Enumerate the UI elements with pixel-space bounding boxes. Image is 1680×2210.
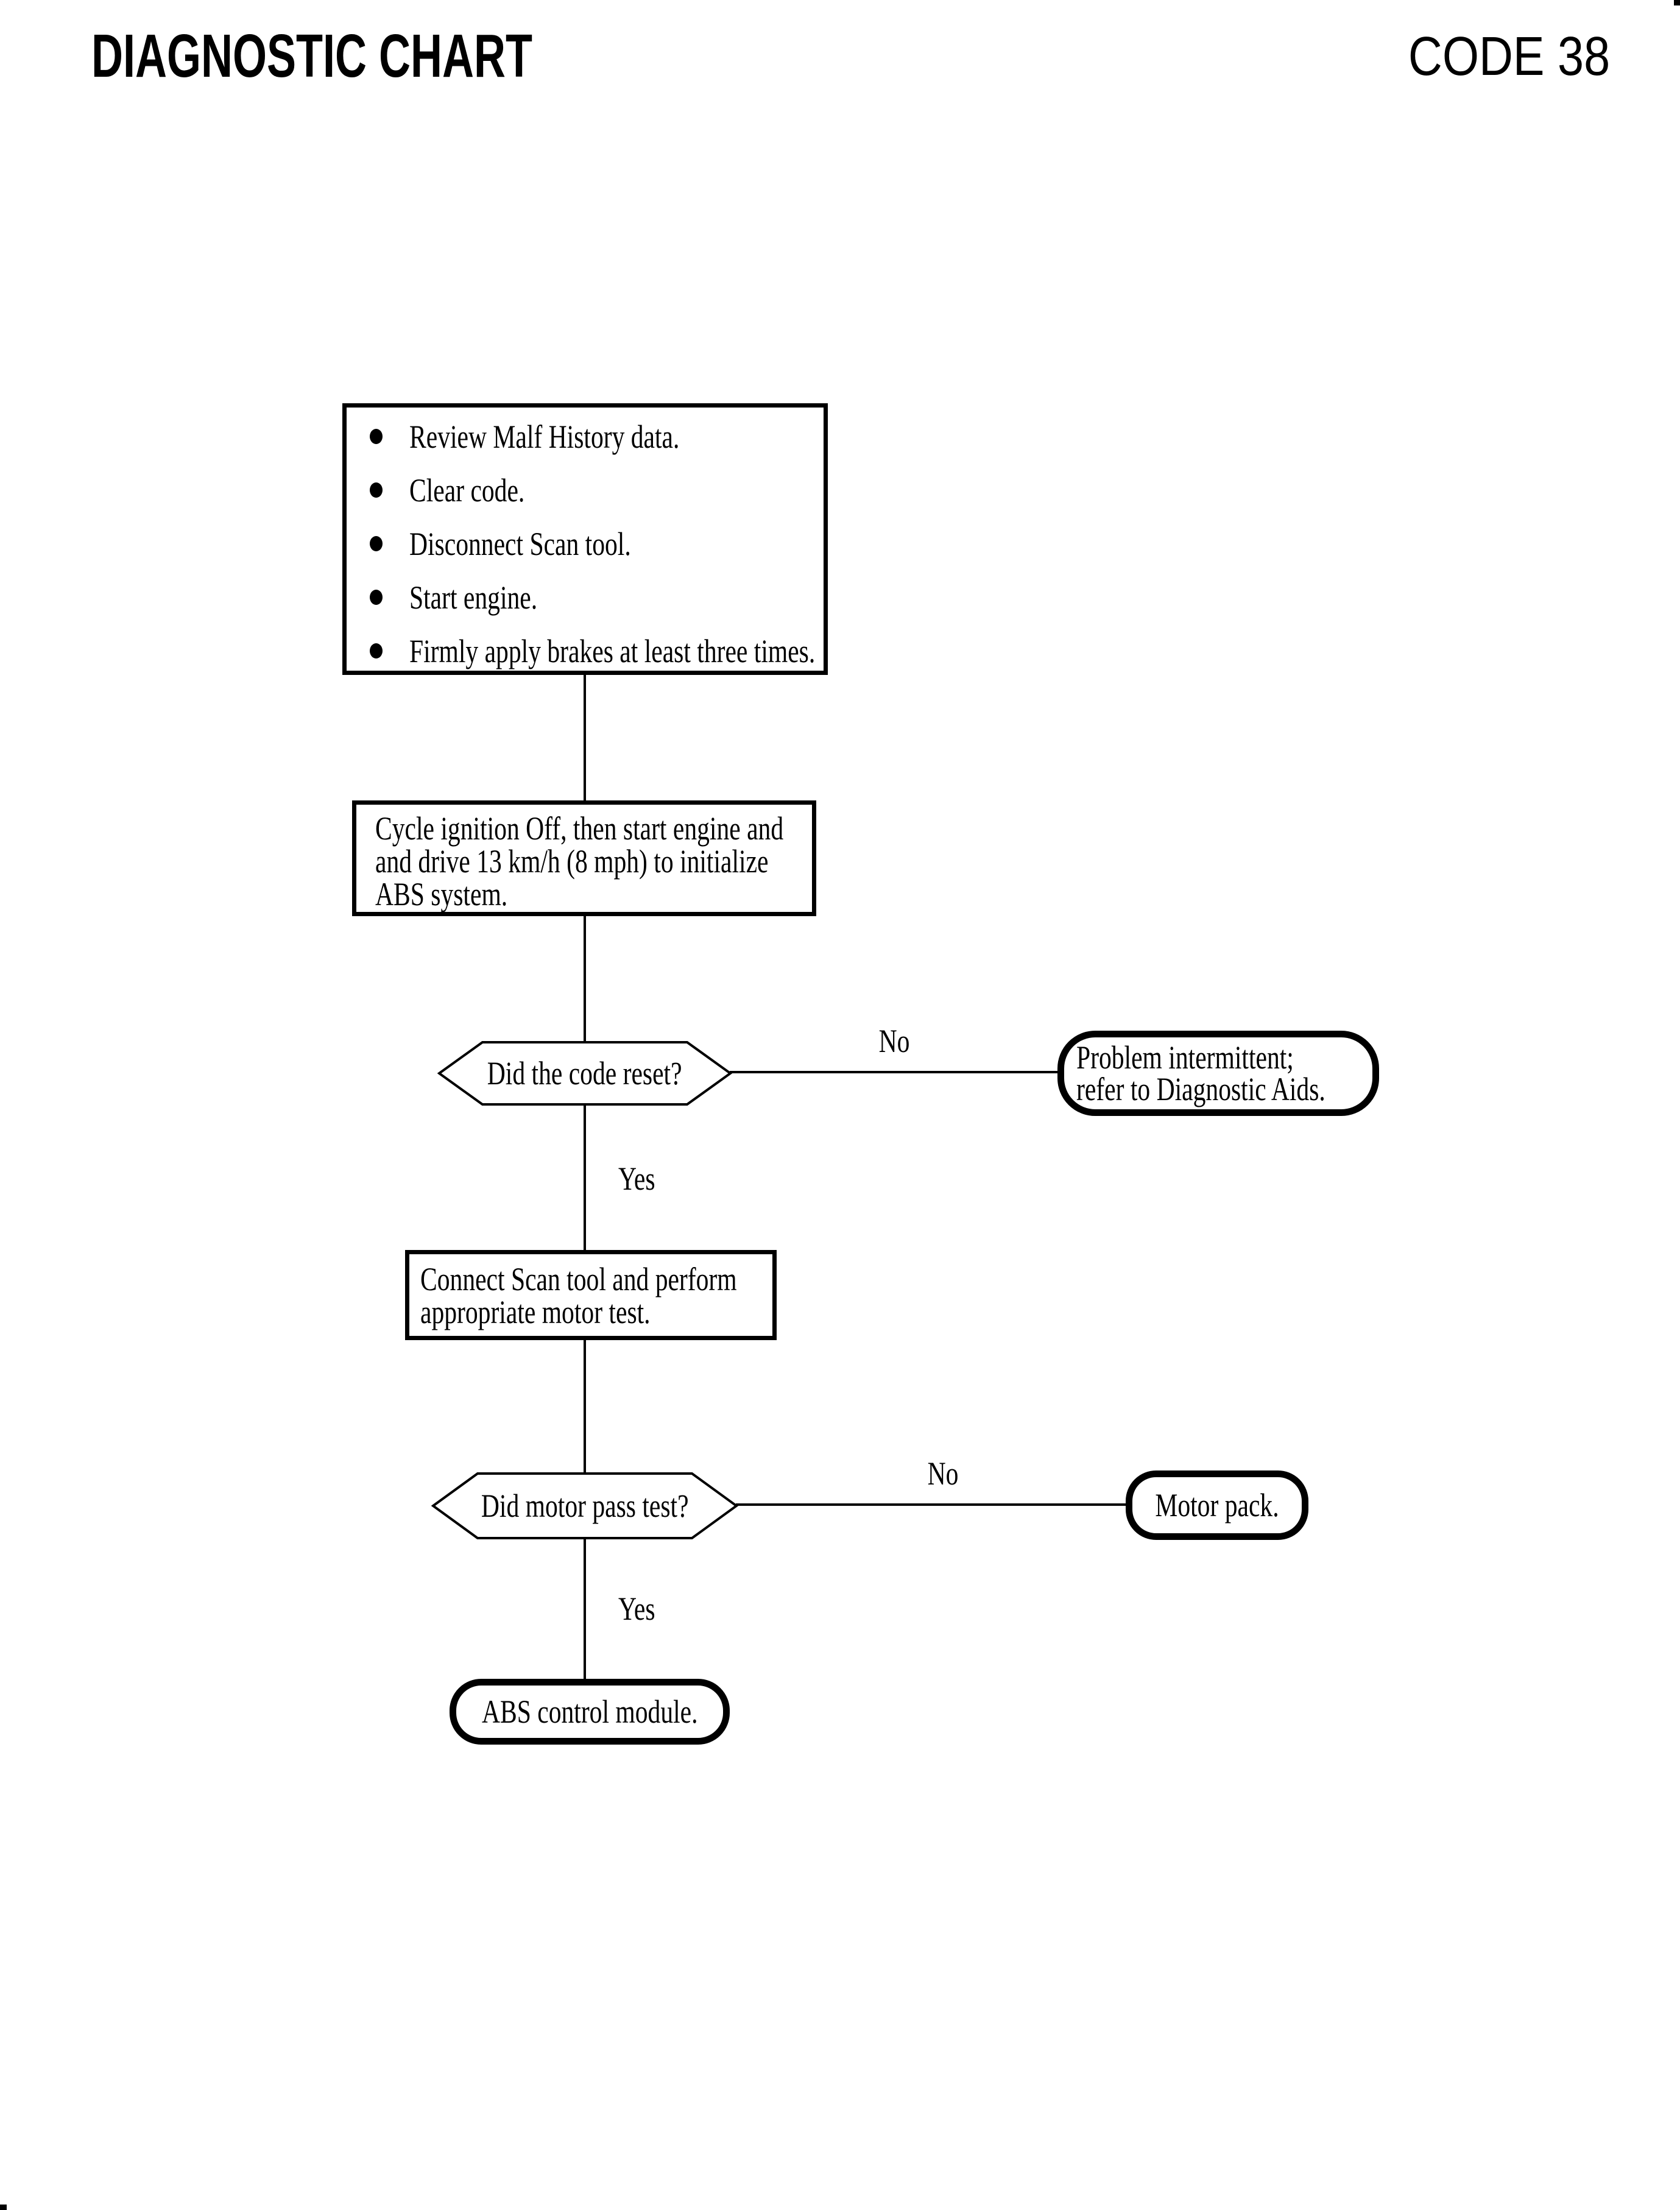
decision-code-reset [437, 1040, 732, 1106]
list-item: Disconnect Scan tool. [347, 526, 824, 562]
terminal-abs-control-module: ABS control module. [450, 1679, 730, 1745]
box-text-line: Cycle ignition Off, then start engine and [375, 810, 784, 847]
scan-artifact [0, 2205, 7, 2210]
connector-line-horizontal [730, 1071, 1060, 1073]
terminal-text-line: Problem intermittent; [1076, 1039, 1294, 1076]
list-item: Firmly apply brakes at least three times. [347, 633, 824, 669]
start-checklist-box [342, 403, 828, 675]
connector-line-vertical [584, 673, 586, 803]
terminal-text-line: refer to Diagnostic Aids. [1076, 1071, 1325, 1107]
terminal-problem-intermittent [1057, 1031, 1379, 1116]
bullet-icon [370, 590, 383, 605]
bullet-icon [370, 429, 383, 444]
decision-motor-pass [431, 1472, 738, 1540]
connector-line-vertical [584, 1537, 586, 1681]
decision-question: Did motor pass test? [481, 1488, 689, 1524]
list-item: Clear code. [347, 472, 824, 509]
box-text-line: and drive 13 km/h (8 mph) to initialize [375, 843, 769, 880]
box-text-line: Connect Scan tool and perform [420, 1261, 737, 1297]
motor-test-box [405, 1250, 777, 1340]
branch-label-yes: Yes [618, 1590, 655, 1627]
init-abs-box [352, 800, 816, 916]
box-text-line: appropriate motor test. [420, 1294, 651, 1330]
branch-label-no: No [878, 1023, 910, 1059]
bullet-icon [370, 643, 383, 658]
terminal-motor-pack: Motor pack. [1126, 1470, 1308, 1540]
scan-artifact [1674, 0, 1680, 5]
box-text-line: ABS system. [375, 876, 508, 913]
connector-line-vertical [584, 914, 586, 1043]
page-title: DIAGNOSTIC CHART [91, 22, 532, 90]
bullet-icon [370, 536, 383, 551]
connector-line-vertical [584, 1338, 586, 1474]
bullet-icon [370, 482, 383, 498]
connector-line-horizontal [736, 1503, 1128, 1506]
checklist [347, 408, 824, 669]
branch-label-yes: Yes [618, 1160, 655, 1197]
code-number: CODE 38 [1408, 26, 1610, 87]
list-item: Review Malf History data. [347, 418, 824, 455]
connector-line-vertical [584, 1104, 586, 1252]
branch-label-no: No [927, 1455, 959, 1492]
list-item: Start engine. [347, 579, 824, 616]
decision-question: Did the code reset? [487, 1055, 682, 1092]
